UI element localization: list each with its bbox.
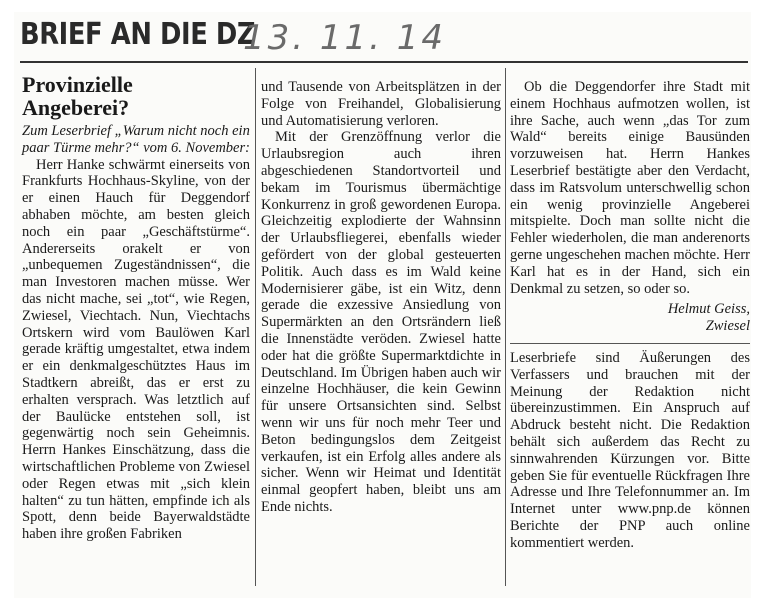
- headline-line-2: Angeberei?: [22, 95, 130, 120]
- letter-paragraph-2: Mit der Grenzöffnung verlor die Urlaubsregion auch ihren abgeschiedenen Standortvorteil und bekam im Tourismus übermächtige Konkurrenz in groß gewordenen Europa. Gleichzeitig explodierte der Wahnsinn der Urlaubsfliegerei, ebenfalls wieder gefördert von der global gesteuerten Politik. Auch dass es im Wald keine Modernisierer gäbe, ist ein Witz, denn gerade die exzessive Ansiedlung von Supermärkten an den Ortsrändern ließ die Innenstädte veröden. Zwiesel hatte oder hat die größte Supermarktdichte in Deutschland. Im Übrigen haben auch wir einzelne Hochhäuser, die kein Gewinn für unsere Ortsansichten sind. Selbst wenn wir uns für noch mehr Teer und Beton bedingungslos dem Zeitgeist verkaufen, ist ein Erfolg alles andere als sicher. Wenn wir Heimat und Identität einmal geopfert haben, bleibt uns am Ende nichts.: [261, 129, 501, 515]
- column-divider-2: [505, 68, 506, 586]
- letter-deck: Zum Leserbrief „Warum nicht noch ein paar Türme mehr?“ vom 6. November:: [22, 123, 250, 156]
- author-name: Helmut Geiss,: [667, 301, 750, 318]
- editorial-notice: Leserbriefe sind Äußerungen des Verfassers und brauchen mit der Meinung der Redaktion nicht übereinzustimmen. Ein Anspruch auf Abdruck besteht nicht. Die Redaktion behält sich außerdem das Recht zu sinnwahrenden Kürzungen vor. Bitte geben Sie für eventuelle Rückfragen Ihre Adresse und Ihre Telefonnummer an. Im Internet unter www.pnp.de können Berichte der PNP auch online kommentiert werden.: [510, 349, 750, 551]
- column-1: [22, 68, 250, 543]
- letter-continuation: und Tausende von Arbeitsplätzen in der Folge von Freihandel, Globalisierung und Automatisierung verloren.: [261, 79, 501, 129]
- headline-line-1: Provinzielle: [22, 72, 133, 97]
- author-city: Zwiesel: [705, 318, 750, 335]
- section-title: BRIEF AN DIE DZ: [20, 17, 256, 52]
- column-2: [261, 79, 501, 516]
- letter-signature: [510, 301, 750, 335]
- letter-paragraph-3: Ob die Deggendorfer ihre Stadt mit einem Hochhaus aufmotzen wollen, ist ihre Sache, auch wenn „das Tor zum Wald“ bereits einige Bausünden vorzuweisen hat. Herrn Hankes Leserbrief bestätigte aber den Verdacht, dass im Ratsvolum unterschwellig schon ein wenig provinzielle Angeberei mitspielte. Doch man sollte nicht die Fehler wiederholen, die man anderenorts gerne ungeschehen machen möchte. Herr Karl hat es in der Hand, sich ein Denkmal zu setzen, so oder so.: [510, 79, 750, 297]
- column-3: [510, 79, 750, 552]
- header-rule: [20, 61, 748, 63]
- letter-headline: [22, 73, 250, 119]
- notice-divider: [510, 343, 750, 344]
- handwritten-date: 13. 11. 14: [243, 18, 447, 58]
- column-divider-1: [255, 68, 256, 586]
- letter-paragraph-1: Herr Hanke schwärmt einerseits von Frankfurts Hochhaus-Skyline, von der er einen Hauch für Deggendorf abhaben möchte, am besten gleich noch ein paar „Geschäftstürme“. Andererseits orakelt er von „unbequemen Zugeständnissen“, die man Investoren machen müsse. Wer das nicht mache, sei „tot“, wie Regen, Zwiesel, Viechtach. Nun, Viechtachs Ortskern wird vom Baulöwen Karl gerade kräftig umgestaltet, etwa indem er ein denkmalgeschütztes Haus im Stadtkern abreißt, das er erst zu erhalten versprach. Was letztlich auf der Baulücke entstehen soll, ist gegenwärtig noch sein Geheimnis. Herrn Hankes Einschätzung, dass die wirtschaftlichen Probleme von Zwiesel oder Regen etwas mit „sich klein halten“ zu tun hätten, empfinde ich als Spott, denn beide Bayerwaldstädte haben ihre großen Fabriken: [22, 156, 250, 543]
